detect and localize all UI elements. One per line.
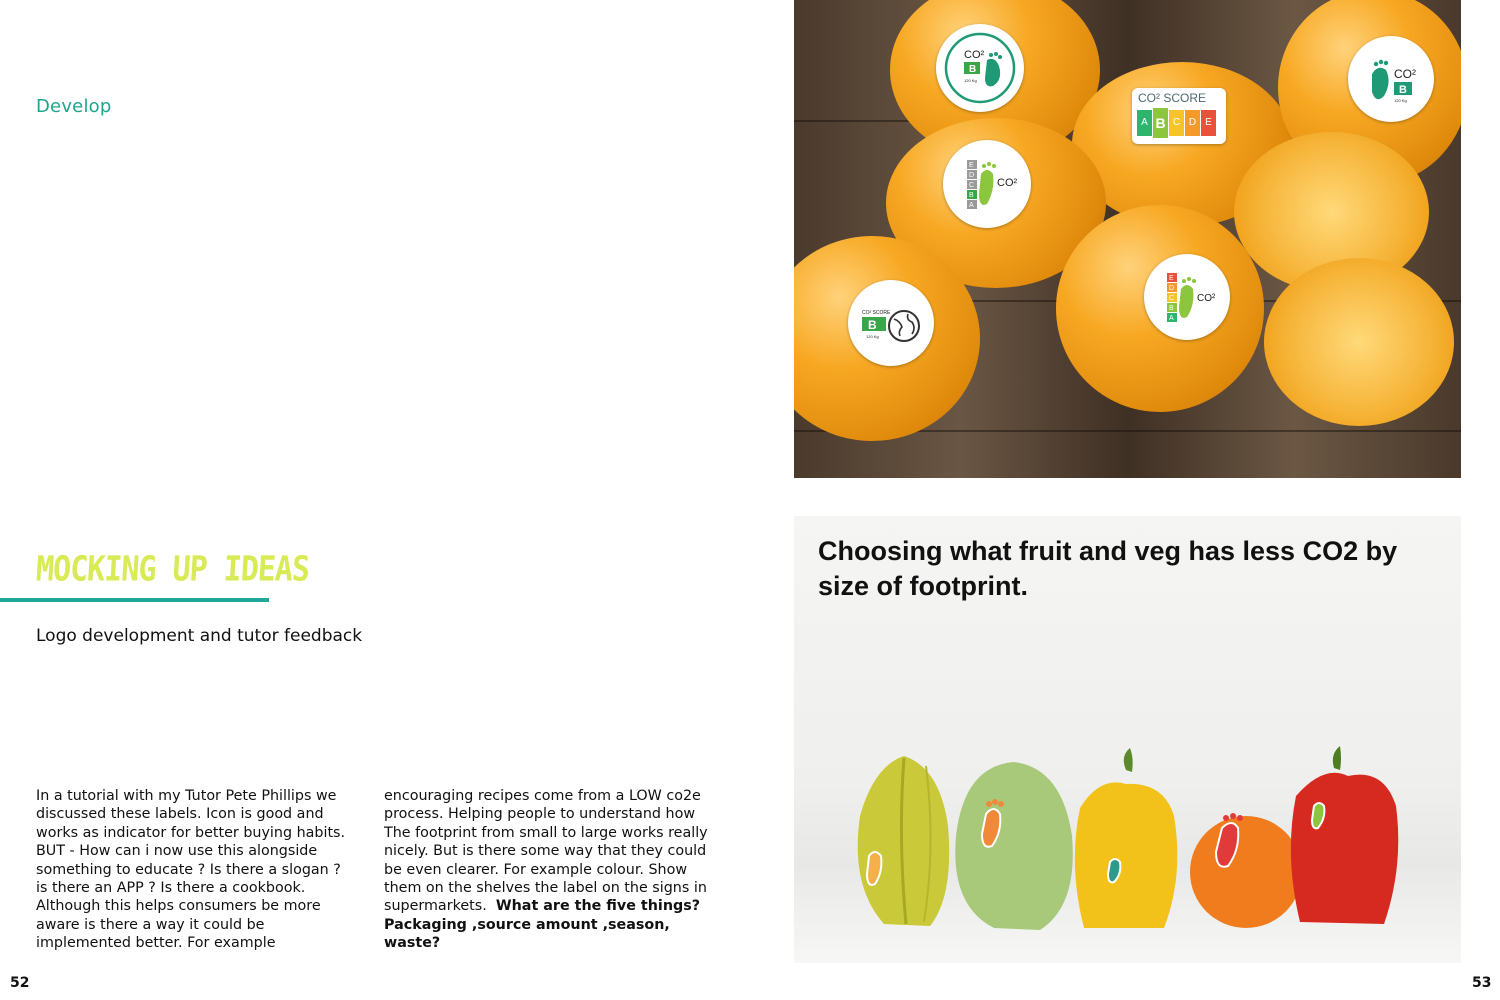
ladder-grade-e: E <box>1169 275 1174 282</box>
co2-text: CO² <box>997 177 1018 189</box>
ladder-grade-d: D <box>969 172 975 179</box>
score-grade-d: D <box>1185 110 1200 136</box>
co2-score-small-text: CO² SCORE <box>862 310 891 316</box>
co2-text: CO² <box>1197 293 1216 304</box>
oranges-photo <box>794 0 1461 478</box>
co2-text: CO² <box>1394 67 1416 81</box>
body-text-right <box>384 787 709 953</box>
grade-text: B <box>969 64 977 75</box>
score-grade-b: B <box>1153 108 1168 138</box>
fruit-veg-photo <box>794 516 1461 963</box>
weight-text: 120 Kg <box>866 334 879 339</box>
fruit-row <box>844 746 1454 936</box>
page-subtitle: Logo development and tutor feedback <box>36 626 363 646</box>
ladder-grade-b: B <box>969 192 974 199</box>
ladder-grade-a: A <box>969 202 974 209</box>
co2-label-circle-c <box>943 140 1031 228</box>
yellow-pepper <box>1075 748 1177 928</box>
body-text-left: In a tutorial with my Tutor Pete Phillips we discussed these labels. Icon is good and works as indicator for better buying habits. BUT - How can i now use this alongside something to educate ? Is there a slogan ? is there an APP ? Is there a cookbook. Although this helps consumers be more aware is there a way it could be implemented better. For example <box>36 788 346 952</box>
orange-half <box>1264 258 1454 426</box>
co2-label-circle-a <box>936 24 1024 112</box>
footprint-icon <box>1356 44 1426 114</box>
page-number-right: 53 <box>1472 975 1492 991</box>
grade-text: B <box>1399 84 1407 96</box>
ladder-footprint-icon <box>1151 261 1223 333</box>
score-grade-e: E <box>1201 110 1216 136</box>
ladder-grade-a: A <box>1169 315 1174 322</box>
red-pepper <box>1291 746 1398 924</box>
guava <box>955 762 1073 930</box>
co2-text: CO² <box>964 49 985 61</box>
grade-text: B <box>868 318 877 332</box>
co2-label-circle-d <box>1144 254 1230 340</box>
fruit-photo-caption: Choosing what fruit and veg has less CO2 by size of footprint. <box>818 536 1398 601</box>
weight-text: 120 Kg <box>1394 98 1407 103</box>
ladder-footprint-icon <box>951 148 1023 220</box>
page-title: MOCKING UP IDEAS <box>34 549 311 590</box>
starfruit <box>858 756 949 926</box>
ladder-grade-c: C <box>969 182 975 189</box>
co2-label-circle-b <box>1348 36 1434 122</box>
ladder-grade-d: D <box>1169 285 1175 292</box>
title-underline <box>0 598 269 602</box>
footprint-icon <box>942 30 1018 106</box>
score-title: CO² SCORE <box>1138 91 1207 105</box>
ladder-grade-c: C <box>1169 295 1175 302</box>
score-bars <box>1137 110 1216 138</box>
score-grade-c: C <box>1169 110 1184 136</box>
ladder-grade-b: B <box>1169 305 1174 312</box>
globe-icon <box>854 286 928 360</box>
body-text-right-bold: What are the five things? Packaging ,source amount ,season, waste? <box>384 898 701 952</box>
co2-label-circle-e <box>848 280 934 366</box>
ladder-grade-e: E <box>969 162 974 169</box>
body-text-right-regular: encouraging recipes come from a LOW co2e process. Helping people to understand how The footprint from small to large works really nicely. But is there some way that they could be even clearer. For example colour. Show them on the shelves the label on the signs in supermarkets. <box>384 788 708 915</box>
orange <box>1190 813 1302 928</box>
co2-score-card <box>1132 88 1226 144</box>
weight-text: 120 Kg <box>964 78 977 83</box>
score-grade-a: A <box>1137 110 1152 136</box>
section-label: Develop <box>36 96 112 117</box>
page-number-left: 52 <box>10 975 30 991</box>
